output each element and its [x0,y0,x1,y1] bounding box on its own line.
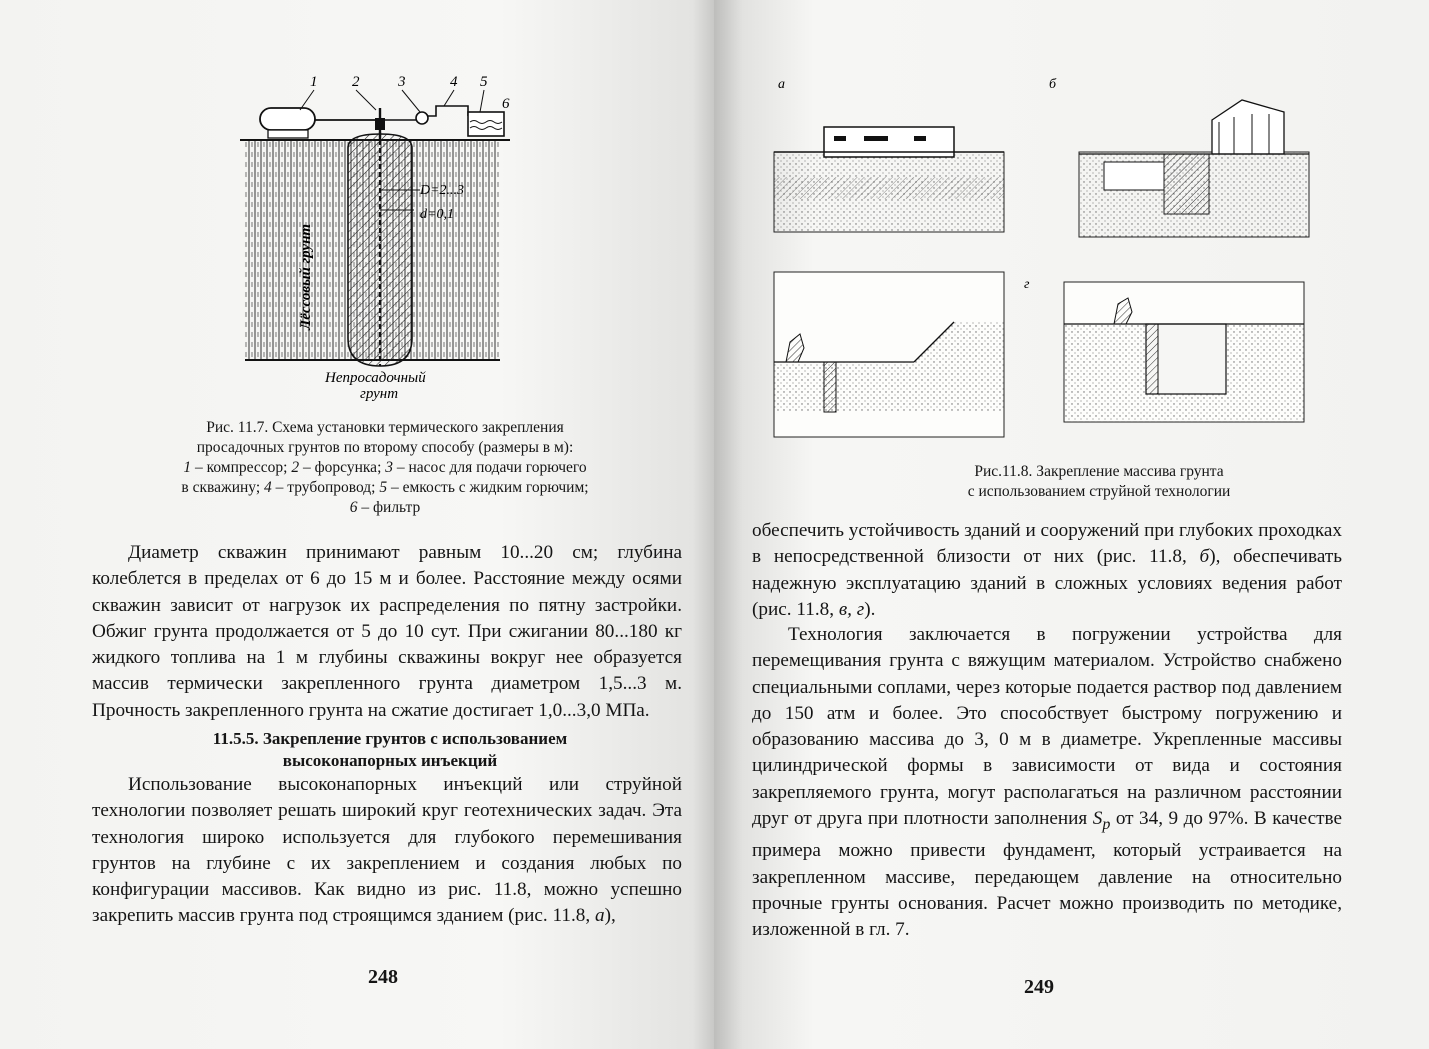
callout-2: 2 [352,74,360,90]
loess-soil-label: Лёссовый грунт [298,223,314,330]
nonsubsiding-soil-label: Непросадочный [325,370,426,386]
caption-line: 1 – компрессор; 2 – форсунка; 3 – насос для подачи горючего [183,459,587,476]
right-page [714,0,1429,1049]
panel-g [1024,277,1304,422]
fuel-tank [468,112,504,136]
left-page [0,0,714,1049]
right-paragraph-2: Технология заключается в погружении устройства для перемещивания грунта с вяжущим материалом. Устройство снабжено специальными соплами, через которые подается раствор под давлением до 150 атм и более. Это способствует быстрому погружению и образованию массива до 3, 0 м в диаметре. Укрепленные массивы цилиндрической формы в зависимости от вида и состояния закрепляемого грунта, могут располагаться на различном расстоянии друг от друга при плотности заполнения $S_p$ от 34, 9 до 97%. В качестве примера можно привести фундамент, который устраивается на закрепленном массиве, передающем давление на относительно прочные грунты основания. Расчет можно производить по методике, изложенной в гл. 7. [752,624,1343,941]
caption-line: в скважину; 4 – трубопровод; 5 – емкость с жидким горючим; [181,479,589,496]
callout-3: 3 [398,74,406,90]
caption-line: 6 – фильтр [349,499,421,516]
callout-5: 5 [480,74,488,90]
callout-numbers [310,74,510,112]
left-paragraph-1: Диаметр скважин принимают равным 10...20 см; глубина колеблется в пределах от 6 до 15 м и более. Расстояние между осями скважин зависит от нагрузок их распределения по пятну застройки. Обжиг грунта продолжается от 5 до 10 сут. При сжигании 80...180 кг жидкого топлива на 1 м глубины скважины вокруг нее образуется массив термически закрепленного грунта диаметром 1,5...3 м. Прочность закрепленного грунта на сжатие достигает 1,0...3,0 МПа. [92,542,682,721]
panel-label-a: а [778,77,785,92]
left-paragraph-2: Использование высоконапорных инъекций или струйной технологии позволяет решать широкий круг геотехнических задач. Эта технология широко используется для глубокого перемешивания грунтов на глубине с их закреплением и создания любых по конфигурации массивов. Как видно из рис. 11.8, можно успешно закрепить массив грунта под строящимся зданием (рис. 11.8, а), [92,774,682,927]
caption-line: с использованием струйной технологии [967,483,1231,500]
caption-line: просадочных грунтов по второму способу (размеры в м): [196,439,574,456]
panel-label-b: б [1049,77,1057,92]
figure-11-7-caption [150,418,620,518]
caption-line: Рис. 11.7. Схема установки термического закрепления [206,419,564,436]
figure-11-8-caption [914,462,1284,502]
caption-line: Рис.11.8. Закрепление массива грунта [974,463,1224,480]
callout-1: 1 [310,74,318,90]
right-paragraph-1: обеспечить устойчивость зданий и сооружений при глубоких проходках в непосредственной близости от них (рис. 11.8, б), обеспечивать надежную эксплуатацию зданий в сложных условиях ведения работ (рис. 11.8, в, г). [752,520,1342,620]
section-heading-11-5-5: 11.5.5. Закрепление грунтов с использованием высоконапорных инъекций [212,729,568,770]
building-b [1212,100,1284,154]
panel-v [774,272,1004,437]
page-number-right: 249 [1024,976,1054,998]
callout-4: 4 [450,74,458,90]
pipeline [428,106,468,116]
figure-11-7-thermal-setup [230,70,530,410]
compressor [260,108,315,130]
panel-a [774,77,1004,232]
page-number-left: 248 [368,966,398,988]
dim-well-label: d=0,1 [420,207,454,222]
panel-b [1049,77,1309,237]
pump [416,112,428,124]
nonsubsiding-soil-label-2: грунт [360,386,399,402]
callout-6: 6 [502,96,510,112]
panel-label-g: г [1024,277,1030,292]
dim-diameter-label: D=2...3 [420,183,465,198]
figure-11-8-jet-grouting [764,72,1354,452]
